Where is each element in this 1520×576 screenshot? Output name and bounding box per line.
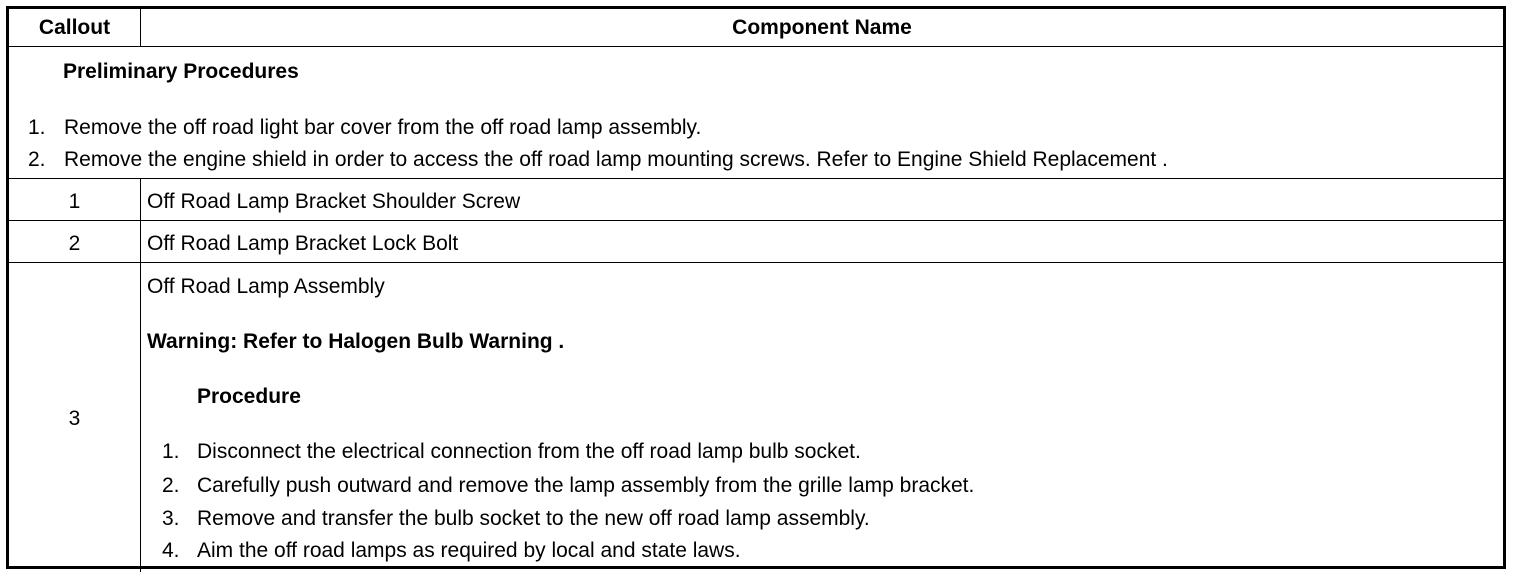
header-callout: Callout <box>38 15 111 39</box>
procedure-step-text: Remove and transfer the bulb socket to the new off road lamp assembly. <box>197 507 870 530</box>
warning-text: Warning: Refer to Halogen Bulb Warning . <box>147 330 565 353</box>
callout-number: 2 <box>68 232 81 255</box>
preliminary-step-number: 1. <box>28 116 46 139</box>
callout-number: 1 <box>68 190 81 213</box>
procedure-step-number: 2. <box>162 474 180 497</box>
callout-number: 3 <box>68 407 81 430</box>
procedure-step-text: Disconnect the electrical connection from the off road lamp bulb socket. <box>197 440 861 463</box>
procedure-step-number: 4. <box>162 539 180 562</box>
row-divider <box>9 262 1503 263</box>
component-name: Off Road Lamp Bracket Lock Bolt <box>147 232 459 255</box>
row-divider <box>9 178 1503 179</box>
procedure-step-text: Carefully push outward and remove the lamp assembly from the grille lamp bracket. <box>197 474 975 497</box>
header-divider <box>9 46 1503 47</box>
column-divider <box>140 178 141 572</box>
column-divider <box>140 9 141 47</box>
component-name: Off Road Lamp Bracket Shoulder Screw <box>147 190 521 213</box>
component-name: Off Road Lamp Assembly <box>147 275 385 298</box>
procedure-title: Procedure <box>197 385 301 408</box>
row-divider <box>9 220 1503 221</box>
preliminary-step-text: Remove the off road light bar cover from the off road lamp assembly. <box>64 116 702 139</box>
procedure-step-text: Aim the off road lamps as required by local and state laws. <box>197 539 741 562</box>
preliminary-title: Preliminary Procedures <box>63 60 299 83</box>
procedure-step-number: 3. <box>162 507 180 530</box>
procedure-step-number: 1. <box>162 440 180 463</box>
preliminary-step-text: Remove the engine shield in order to access the off road lamp mounting screws. Refer to Engine Shield Replacement . <box>64 148 1168 171</box>
preliminary-step-number: 2. <box>28 148 46 171</box>
component-table <box>6 6 1506 569</box>
header-component-name: Component Name <box>732 15 912 39</box>
